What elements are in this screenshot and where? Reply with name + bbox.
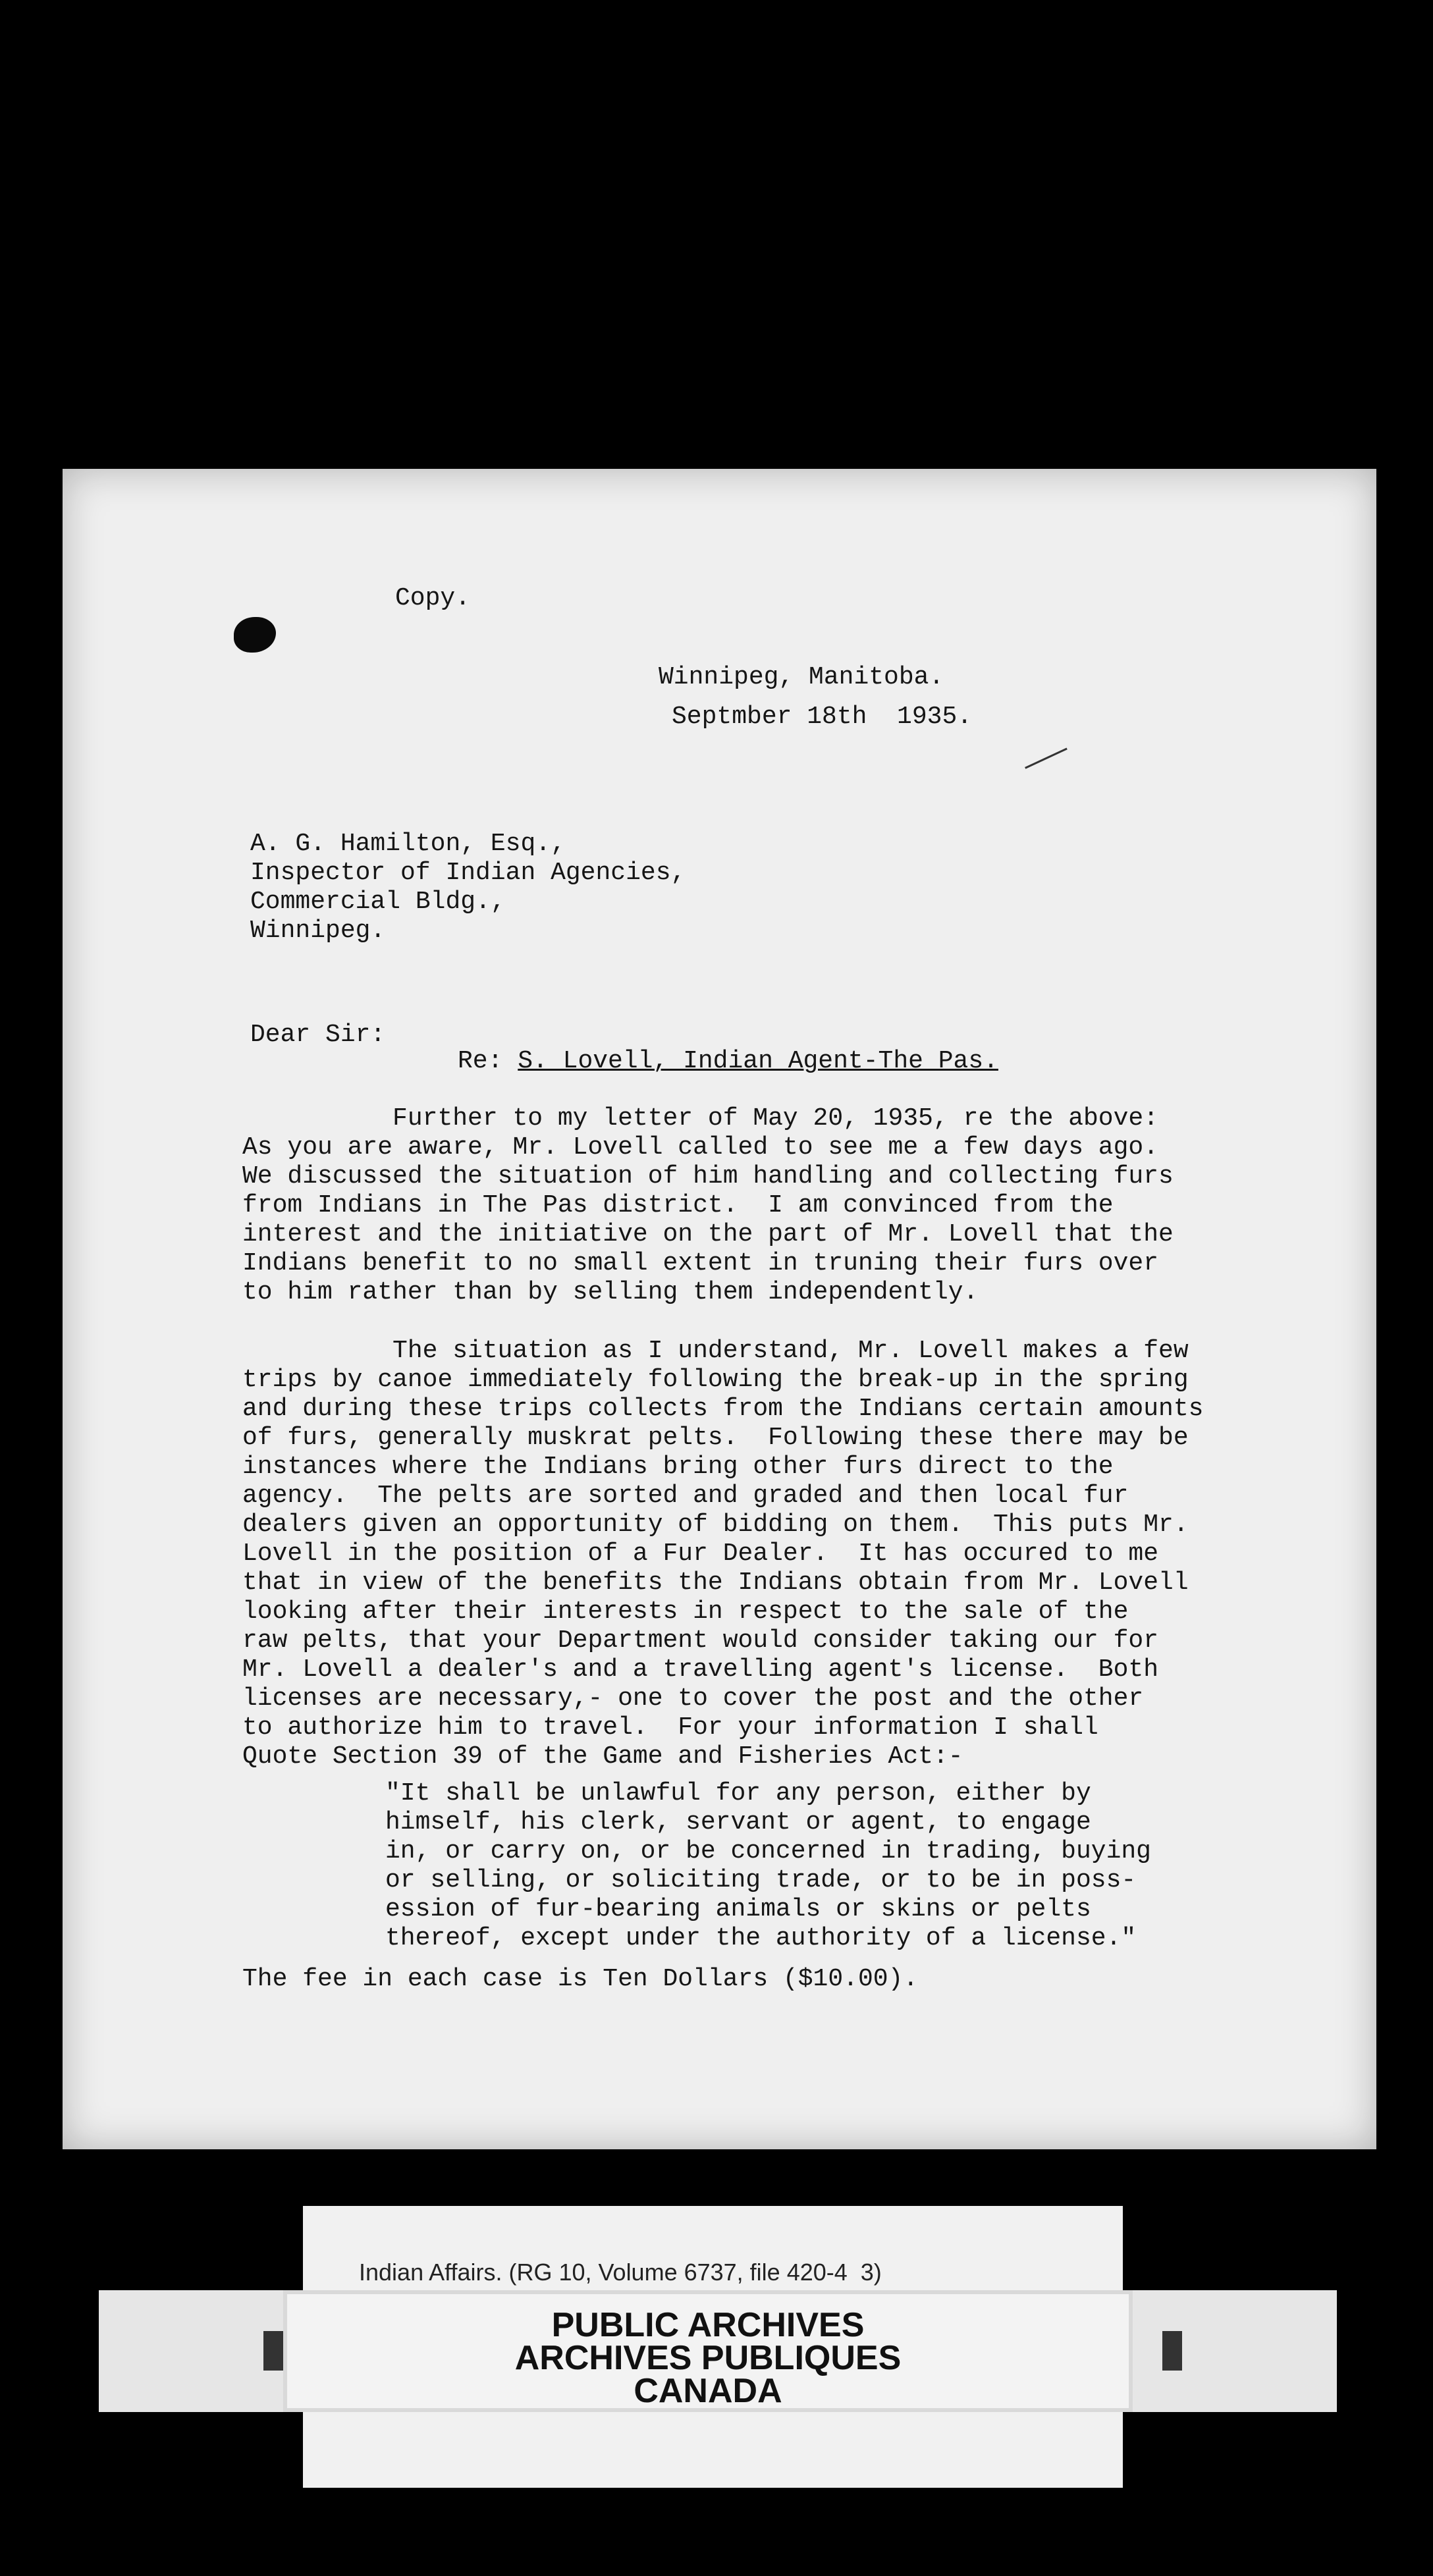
address-line: Inspector of Indian Agencies, bbox=[250, 859, 686, 887]
ink-blot bbox=[234, 617, 276, 653]
subject-line bbox=[458, 1047, 998, 1076]
paragraph-line: to authorize him to travel. For your information I shall bbox=[242, 1713, 1098, 1742]
salutation: Dear Sir: bbox=[250, 1021, 386, 1049]
paragraph-line: agency. The pelts are sorted and graded and then local fur bbox=[242, 1482, 1129, 1510]
archive-line-2: ARCHIVES PUBLIQUES bbox=[514, 2339, 902, 2377]
clip-mark bbox=[1162, 2331, 1182, 2371]
subject-prefix: Re: bbox=[458, 1047, 503, 1075]
paragraph-line: raw pelts, that your Department would consider taking our for bbox=[242, 1626, 1159, 1655]
paragraph-line: Quote Section 39 of the Game and Fisheries Act:- bbox=[242, 1742, 963, 1771]
clip-mark bbox=[263, 2331, 283, 2371]
quote-line: "It shall be unlawful for any person, either by bbox=[385, 1779, 1091, 1808]
paragraph-line: Lovell in the position of a Fur Dealer. It has occured to me bbox=[242, 1540, 1159, 1568]
quote-line: thereof, except under the authority of a license." bbox=[385, 1924, 1137, 1952]
paragraph-line: to him rather than by selling them independently. bbox=[242, 1278, 979, 1306]
copy-label: Copy. bbox=[395, 584, 471, 612]
letter-date: Septmber 18th 1935. bbox=[672, 703, 973, 731]
address-line: Winnipeg. bbox=[250, 917, 386, 945]
quote-line: in, or carry on, or be concerned in trading, buying bbox=[385, 1837, 1151, 1865]
paragraph-line: that in view of the benefits the Indians obtain from Mr. Lovell bbox=[242, 1569, 1189, 1597]
paragraph-line: from Indians in The Pas district. I am convinced from the bbox=[242, 1191, 1114, 1220]
paragraph-line: Further to my letter of May 20, 1935, re the above: bbox=[242, 1104, 1159, 1133]
paragraph-line: As you are aware, Mr. Lovell called to see me a few days ago. bbox=[242, 1133, 1159, 1162]
quote-line: ession of fur-bearing animals or skins or pelts bbox=[385, 1895, 1091, 1923]
check-mark bbox=[1014, 724, 1068, 769]
paragraph-line: of furs, generally muskrat pelts. Following these there may be bbox=[242, 1424, 1189, 1452]
paragraph-line: licenses are necessary,- one to cover the post and the other bbox=[242, 1684, 1144, 1713]
paragraph-line: We discussed the situation of him handling and collecting furs bbox=[242, 1162, 1174, 1191]
archive-label-bottom bbox=[303, 2412, 1123, 2488]
archive-stamp bbox=[283, 2290, 1133, 2412]
address-line: A. G. Hamilton, Esq., bbox=[250, 830, 566, 858]
paragraph-line: looking after their interests in respect to the sale of the bbox=[242, 1597, 1129, 1626]
subject-text: S. Lovell, Indian Agent-The Pas. bbox=[518, 1047, 998, 1075]
paragraph-line: Mr. Lovell a dealer's and a travelling agent's license. Both bbox=[242, 1655, 1159, 1684]
fee-line: The fee in each case is Ten Dollars ($10.00). bbox=[242, 1965, 919, 1993]
quote-line: or selling, or soliciting trade, or to be in poss- bbox=[385, 1866, 1137, 1894]
quote-line: himself, his clerk, servant or agent, to engage bbox=[385, 1808, 1091, 1837]
paragraph-line: Indians benefit to no small extent in truning their furs over bbox=[242, 1249, 1159, 1277]
paragraph-line: dealers given an opportunity of bidding on them. This puts Mr. bbox=[242, 1511, 1189, 1539]
letter-page bbox=[63, 469, 1376, 2149]
archive-reference: Indian Affairs. (RG 10, Volume 6737, file 420-4 3) bbox=[359, 2259, 882, 2286]
address-line: Commercial Bldg., bbox=[250, 888, 506, 916]
paragraph-line: The situation as I understand, Mr. Lovell makes a few bbox=[242, 1337, 1189, 1365]
archive-line-3: CANADA bbox=[634, 2372, 782, 2410]
archive-line-1: PUBLIC ARCHIVES bbox=[551, 2306, 865, 2344]
paragraph-line: interest and the initiative on the part of Mr. Lovell that the bbox=[242, 1220, 1174, 1248]
paragraph-line: instances where the Indians bring other furs direct to the bbox=[242, 1453, 1114, 1481]
paragraph-line: trips by canoe immediately following the break-up in the spring bbox=[242, 1366, 1189, 1394]
paragraph-line: and during these trips collects from the Indians certain amounts bbox=[242, 1395, 1204, 1423]
letter-place: Winnipeg, Manitoba. bbox=[659, 663, 944, 691]
